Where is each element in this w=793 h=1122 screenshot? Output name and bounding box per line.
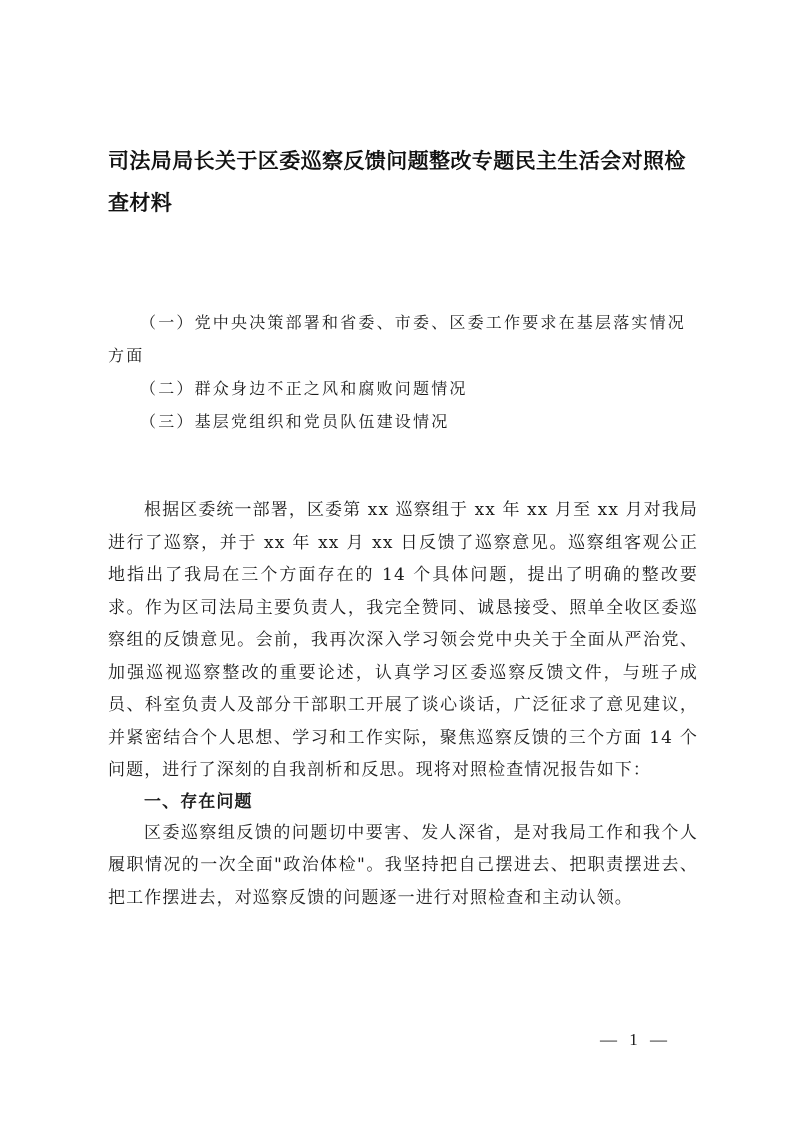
section-heading: 一、存在问题 bbox=[144, 791, 253, 812]
outline-item: （三）基层党组织和党员队伍建设情况 bbox=[140, 412, 450, 431]
document-body bbox=[108, 494, 698, 914]
document-title: 司法局局长关于区委巡察反馈问题整改专题民主生活会对照检查材料 bbox=[108, 149, 686, 215]
section-paragraph: 区委巡察组反馈的问题切中要害、发人深省，是对我局工作和我个人履职情况的一次全面"政治体检"。我坚持把自己摆进去、把职责摆进去、把工作摆进去，对巡察反馈的问题逐一进行对照检查和主动认领。 bbox=[108, 822, 698, 908]
intro-paragraph: 根据区委统一部署，区委第 xx 巡察组于 xx 年 xx 月至 xx 月对我局进行了巡察，并于 xx 年 xx 月 xx 日反馈了巡察意见。巡察组客观公正地指出了我局在三个方面存在的 14 个具体问题，提出了明确的整改要求。作为区司法局主要负责人，我完全赞同、诚恳接受、照单全收区委巡察组的反馈意见。会前，我再次深入学习领会党中央关于全面从严治党、加强巡视巡察整改的重要论述，认真学习区委巡察反馈文件，与班子成员、科室负责人及部分干部职工开展了谈心谈话，广泛征求了意见建议，并紧密结合个人思想、学习和工作实际，聚焦巡察反馈的三个方面 14 个问题，进行了深刻的自我剖析和反思。现将对照检查情况报告如下： bbox=[108, 500, 698, 780]
outline-list bbox=[108, 306, 698, 438]
outline-item: （一）党中央决策部署和省委、市委、区委工作要求在基层落实情况方面 bbox=[108, 313, 687, 365]
page-number: — 1 — bbox=[600, 1030, 671, 1049]
outline-item: （二）群众身边不正之风和腐败问题情况 bbox=[140, 379, 468, 398]
